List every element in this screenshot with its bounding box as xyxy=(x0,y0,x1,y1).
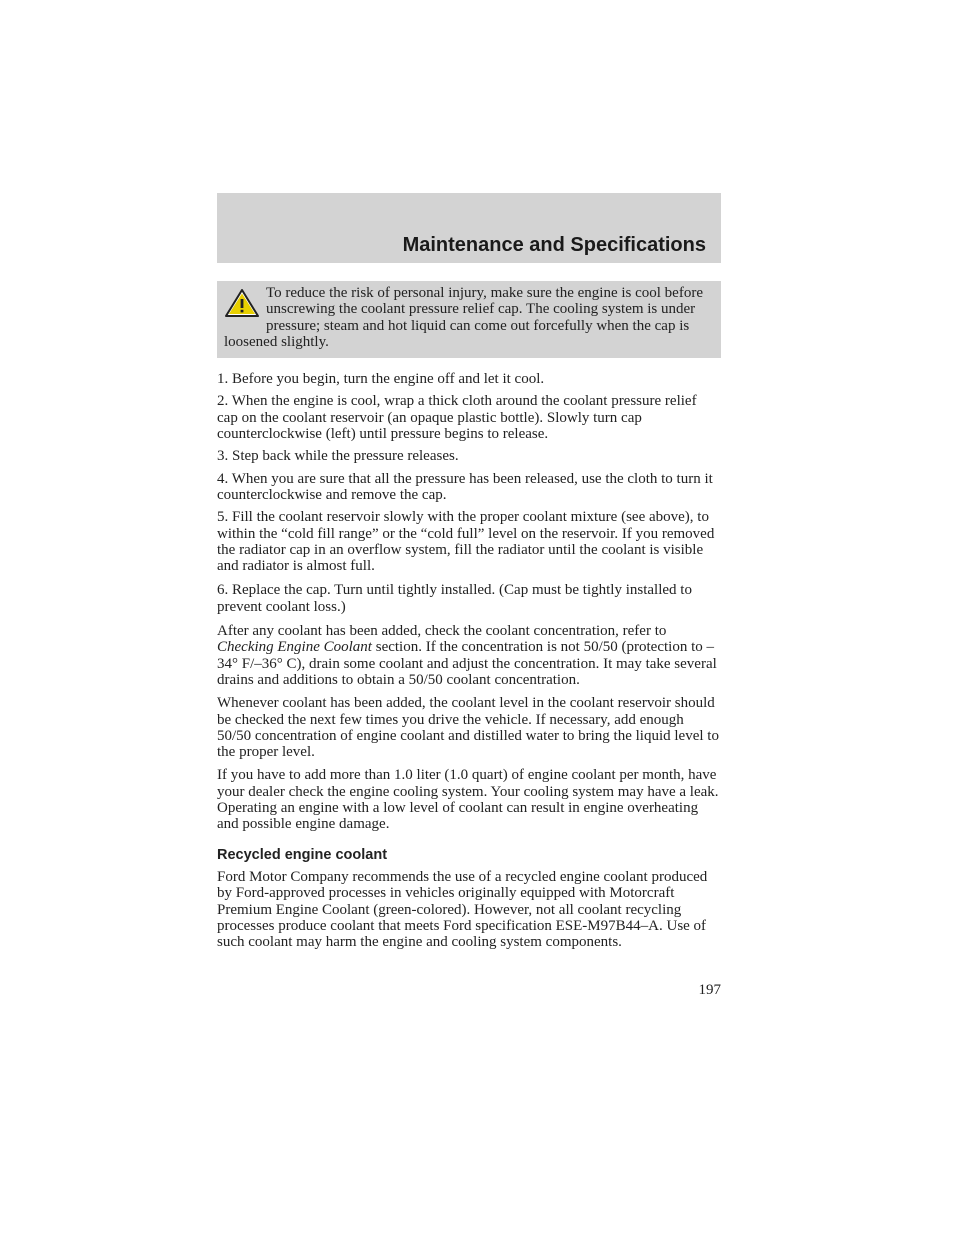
section-title: Maintenance and Specifications xyxy=(402,234,706,256)
body-text xyxy=(217,371,721,950)
warning-text: To reduce the risk of personal injury, make sure the engine is cool before unscrewing the coolant pressure relief cap. The cooling system is under pressure; steam and hot liquid can come out forcefully when the cap is loosened slightly. xyxy=(224,285,703,350)
page-number: 197 xyxy=(698,982,721,998)
section-reference: Checking Engine Coolant xyxy=(217,639,372,656)
warning-box xyxy=(217,281,721,358)
warning-triangle-icon xyxy=(224,288,260,318)
step-6: 6. Replace the cap. Turn until tightly installed. (Cap must be tightly installed to prevent coolant loss.) xyxy=(217,582,692,615)
coolant-leak-paragraph: If you have to add more than 1.0 liter (1.0 quart) of engine coolant per month, have your dealer check the engine cooling system. Your cooling system may have a leak. Operating an engine with a low level of coolant can result in engine overheating and possible engine damage. xyxy=(217,767,719,833)
step-2: 2. When the engine is cool, wrap a thick cloth around the coolant pressure relief cap on the coolant reservoir (an opaque plastic bottle). Slowly turn cap counterclockwise (left) until pressure begins to release. xyxy=(217,393,697,443)
step-3: 3. Step back while the pressure releases. xyxy=(217,448,459,465)
step-4: 4. When you are sure that all the pressure has been released, use the cloth to turn it counterclockwise and remove the cap. xyxy=(217,470,713,503)
page-content xyxy=(217,193,721,956)
coolant-level-paragraph: Whenever coolant has been added, the coolant level in the coolant reservoir should be checked the next few times you drive the vehicle. If necessary, add enough 50/50 concentration of engine coolant and distilled water to bring the liquid level to the proper level. xyxy=(217,695,719,761)
step-5: 5. Fill the coolant reservoir slowly with the proper coolant mixture (see above), to within the “cold fill range” or the “cold full” level on the reservoir. If you removed the radiator cap in an overflow system, fill the radiator until the coolant is visible and radiator is almost full. xyxy=(217,509,715,575)
step-1: 1. Before you begin, turn the engine off and let it cool. xyxy=(217,371,545,388)
concentration-paragraph: After any coolant has been added, check the coolant concentration, refer to Checking Engine Coolant section. If the concentration is not 50/50 (protection to –34° F/–36° C), drain some coolant and adjust the concentration. It may take several drains and additions to obtain a 50/50 coolant concentration. xyxy=(217,623,717,688)
recycled-coolant-paragraph: Ford Motor Company recommends the use of a recycled engine coolant produced by Ford-approved processes in vehicles originally equipped with Motorcraft Premium Engine Coolant (green-colored). However, not all coolant recycling processes produce coolant that meets Ford specification ESE-M97B44–A. Use of such coolant may harm the engine and cooling system components. xyxy=(217,868,708,951)
section-header xyxy=(217,193,721,263)
recycled-coolant-heading: Recycled engine coolant xyxy=(217,846,388,863)
